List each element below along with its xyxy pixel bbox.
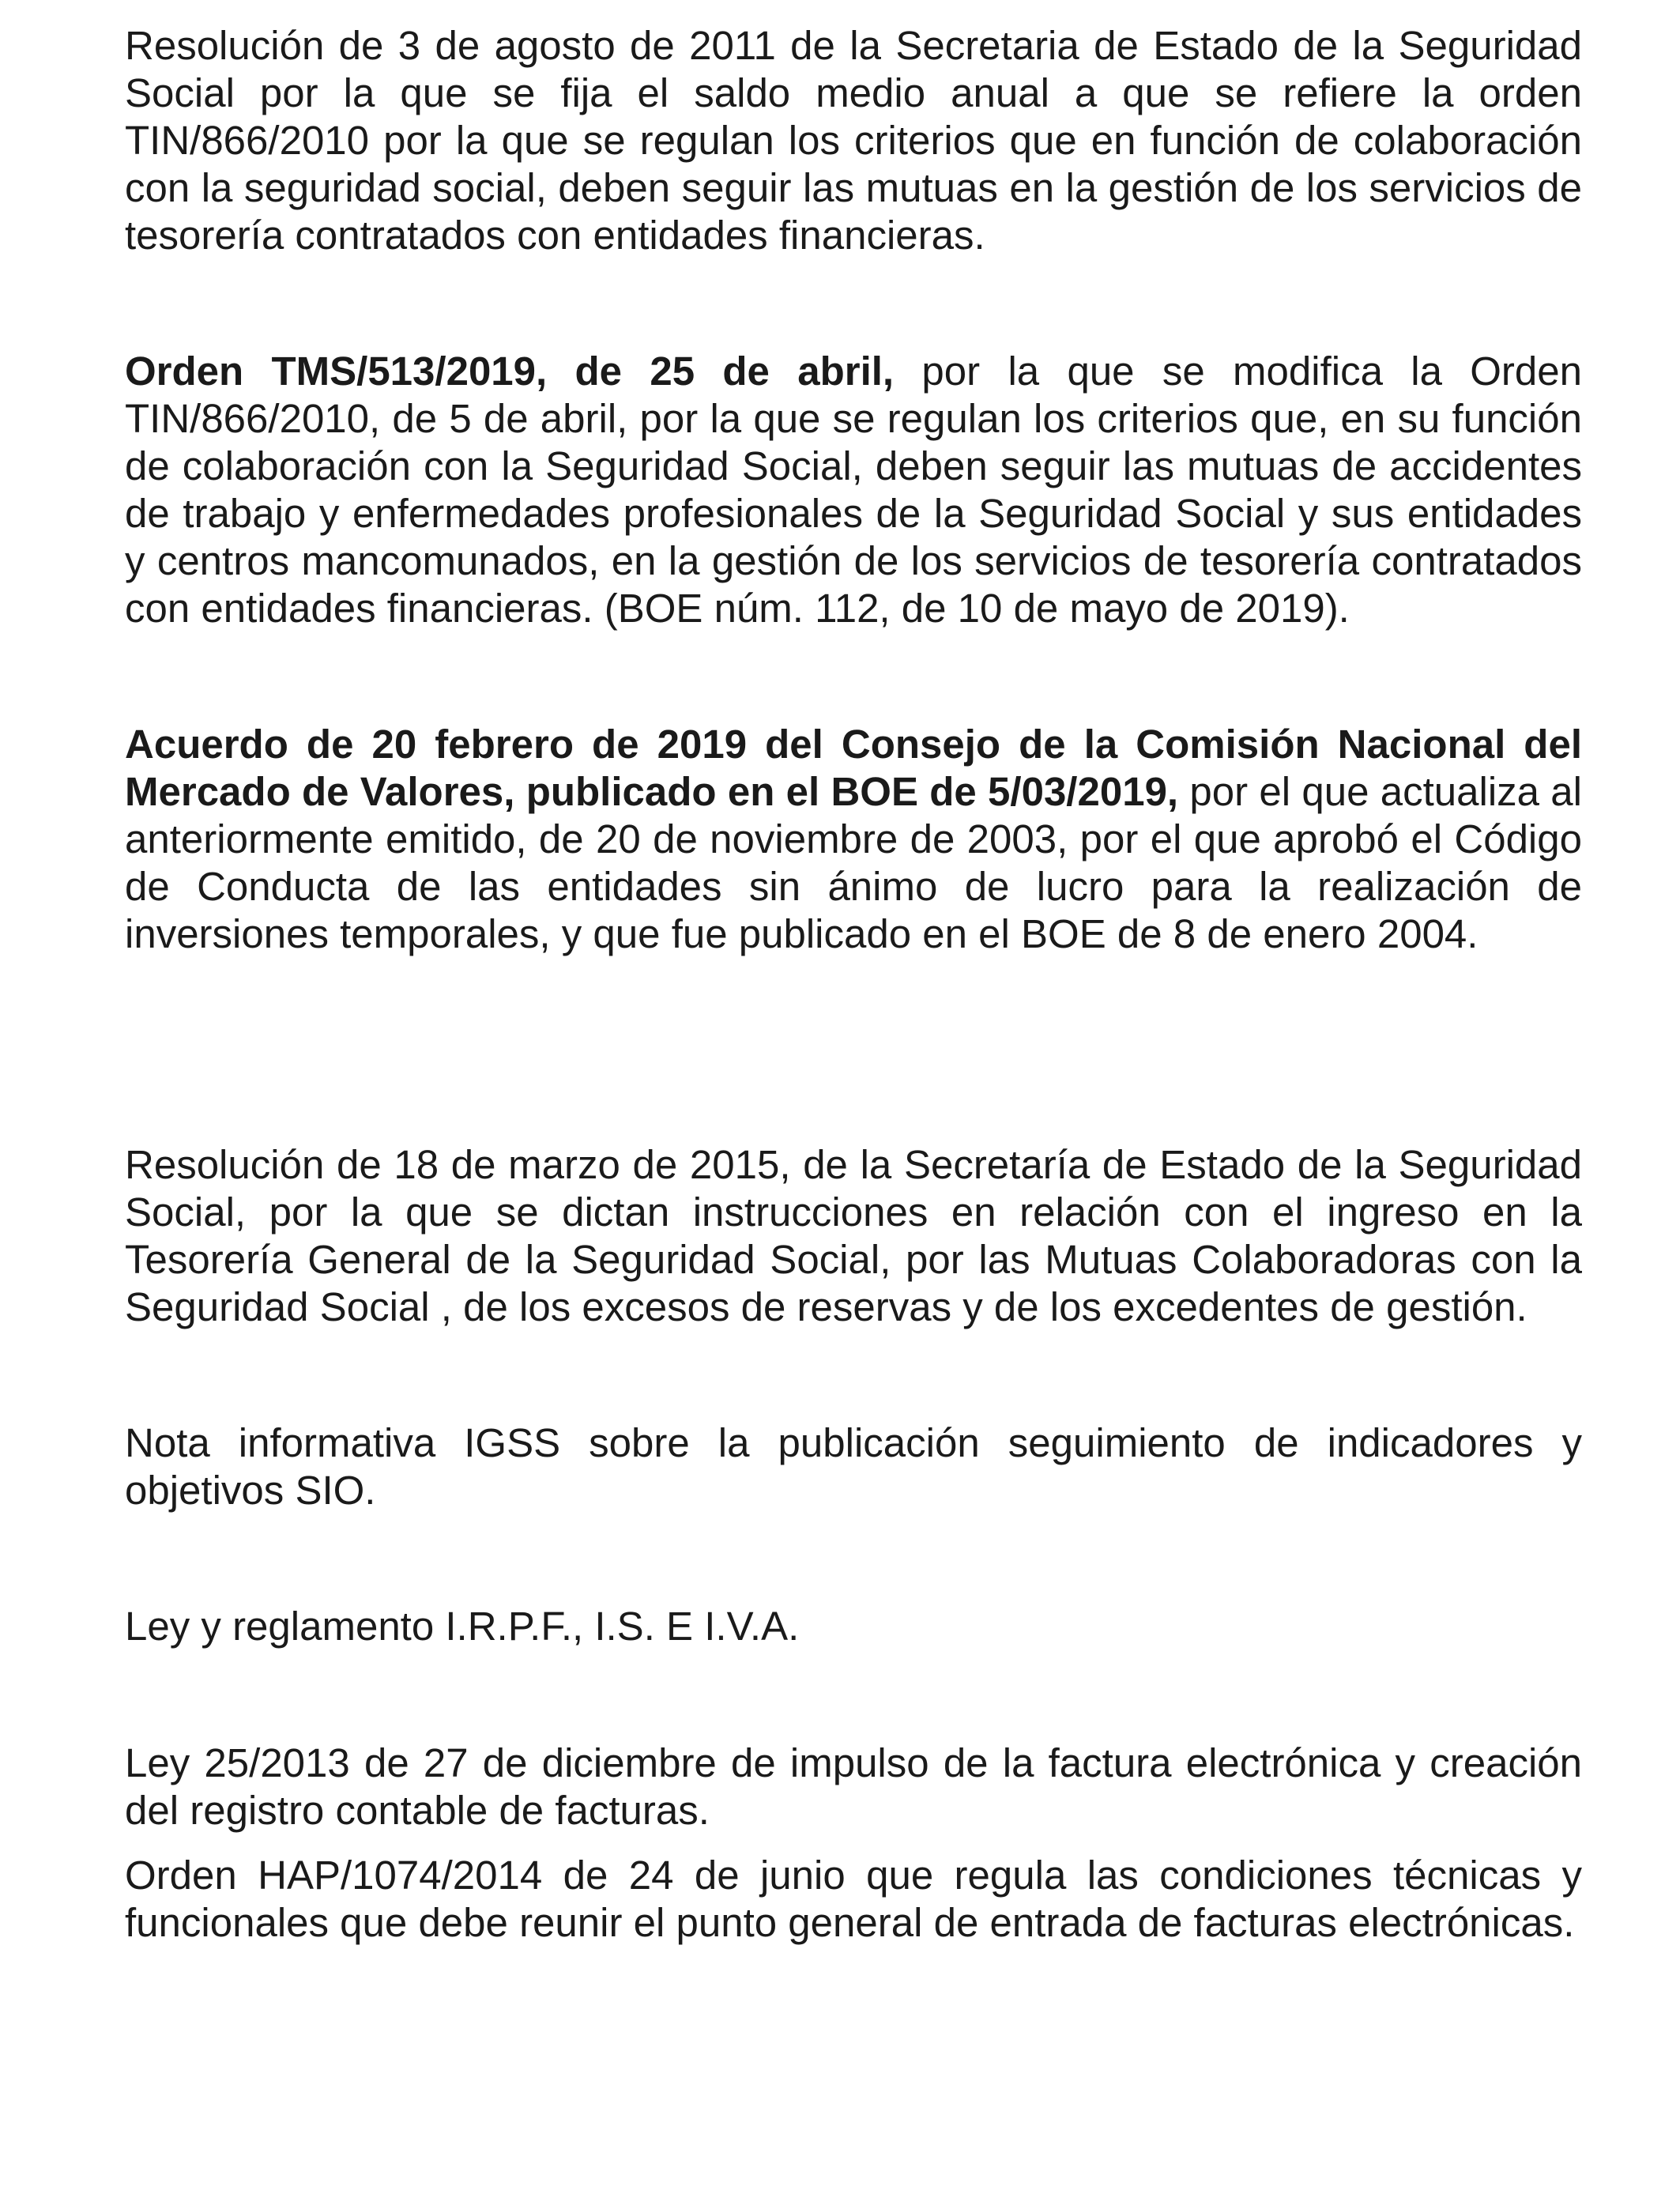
- paragraph-orden-tms-513-2019: [125, 348, 1582, 632]
- document-page: [125, 22, 1582, 1947]
- paragraph-text: Nota informativa IGSS sobre la publicación seguimiento de indicadores y objetivos SIO.: [125, 1420, 1582, 1513]
- paragraph-text: por el que actualiza al anteriormente emitido, de 20 de noviembre de 2003, por el que aprobó el Código de Conducta de las entidades sin ánimo de lucro para la realización de inversiones temporales, y que fue publicado en el BOE de 8 de enero 2004.: [125, 769, 1582, 956]
- paragraph-nota-igss: [125, 1419, 1582, 1514]
- paragraph-orden-hap-1074-2014: [125, 1852, 1582, 1947]
- paragraph-ley-irpf-is-iva: [125, 1603, 1582, 1650]
- paragraph-bold-lead: Orden TMS/513/2019, de 25 de abril,: [125, 349, 895, 394]
- paragraph-resolucion-2015: [125, 1141, 1582, 1331]
- paragraph-text: por la que se modifica la Orden TIN/866/2010, de 5 de abril, por la que se regulan los criterios que, en su función de colaboración con la Seguridad Social, deben seguir las mutuas de accidentes de trabajo y enfermedades profesionales de la Seguridad Social y sus entidades y centros mancomunados, en la gestión de los servicios de tesorería contratados con entidades financieras. (BOE núm. 112, de 10 de mayo de 2019).: [125, 349, 1583, 631]
- paragraph-acuerdo-cnmv-2019: [125, 721, 1582, 958]
- paragraph-text: Ley 25/2013 de 27 de diciembre de impulso de la factura electrónica y creación del registro contable de facturas.: [125, 1740, 1582, 1833]
- paragraph-text: Orden HAP/1074/2014 de 24 de junio que regula las condiciones técnicas y funcionales que debe reunir el punto general de entrada de facturas electrónicas.: [125, 1853, 1582, 1945]
- paragraph-resolucion-2011: [125, 22, 1582, 259]
- paragraph-text: Ley y reglamento I.R.P.F., I.S. E I.V.A.: [125, 1604, 800, 1649]
- paragraph-text: Resolución de 18 de marzo de 2015, de la Secretaría de Estado de la Seguridad Social, por la que se dictan instrucciones en relación con el ingreso en la Tesorería General de la Seguridad Social, por las Mutuas Colaboradoras con la Seguridad Social , de los excesos de reservas y de los excedentes de gestión.: [125, 1142, 1582, 1329]
- paragraph-text: Resolución de 3 de agosto de 2011 de la Secretaria de Estado de la Seguridad Social por la que se fija el saldo medio anual a que se refiere la orden TIN/866/2010 por la que se regulan los criterios que en función de colaboración con la seguridad social, deben seguir las mutuas en la gestión de los servicios de tesorería contratados con entidades financieras.: [125, 23, 1582, 258]
- paragraph-bold-lead: Acuerdo de 20 febrero de 2019 del Consejo de la Comisión Nacional del Mercado de Valores, publicado en el BOE de 5/03/2019,: [125, 722, 1582, 814]
- paragraph-ley-25-2013: [125, 1740, 1582, 1834]
